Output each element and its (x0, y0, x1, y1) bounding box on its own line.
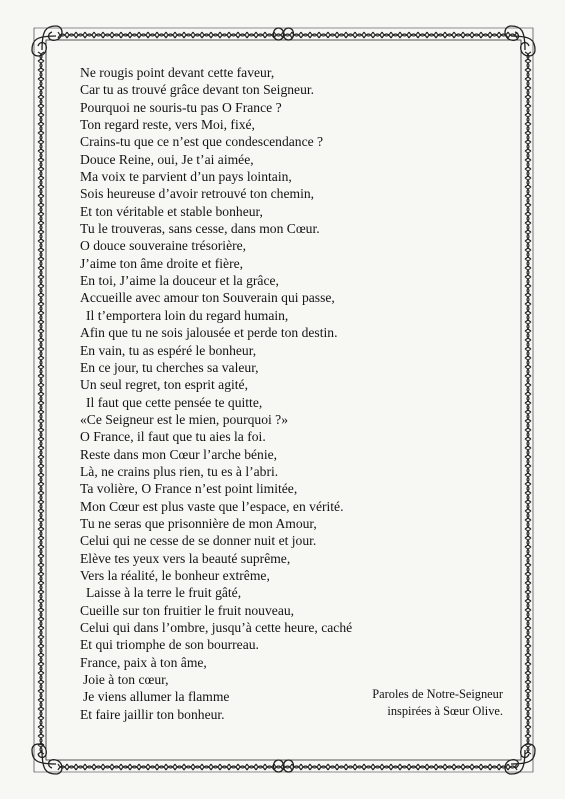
poem-line: Joie à ton cœur, (83, 672, 169, 688)
poem-line: Reste dans mon Cœur l’arche bénie, (80, 446, 278, 462)
poem-line: Mon Cœur est plus vaste que l’espace, en vérité. (80, 498, 344, 514)
poem-line: Laisse à la terre le fruit gâté, (86, 585, 242, 601)
poem-line: Sois heureuse d’avoir retrouvé ton chemin, (80, 186, 315, 202)
signature-block (372, 686, 503, 720)
poem-line: Tu le trouveras, sans cesse, dans mon Cœur. (80, 221, 320, 237)
poem-line: Tu ne seras que prisonnière de mon Amour, (80, 515, 317, 531)
poem-line: Afin que tu ne sois jalousée et perde ton destin. (80, 325, 338, 341)
poem-line: Accueille avec amour ton Souverain qui passe, (80, 290, 335, 306)
poem-line: Pourquoi ne souris-tu pas O France ? (80, 99, 282, 115)
poem-line: Là, ne crains plus rien, tu es à l’abri. (80, 463, 279, 479)
poem-line: Et ton véritable et stable bonheur, (80, 203, 263, 219)
poem-line: «Ce Seigneur est le mien, pourquoi ?» (80, 411, 289, 427)
poem-line: France, paix à ton âme, (80, 654, 207, 670)
poem-line: Celui qui dans l’ombre, jusqu’à cette heure, caché (80, 620, 353, 635)
poem-line: O douce souveraine trésorière, (80, 238, 247, 254)
poem-line: Il t’emportera loin du regard humain, (86, 307, 289, 323)
poem-line: Il faut que cette pensée te quitte, (86, 394, 263, 410)
poem-line: Cueille sur ton fruitier le fruit nouveau, (80, 602, 295, 618)
poem-line: O France, il faut que tu aies la foi. (80, 429, 266, 445)
poem-line: Ne rougis point devant cette faveur, (80, 65, 275, 80)
poem-line: Je viens allumer la flamme (83, 689, 230, 705)
signature-line: Paroles de Notre-Seigneur (372, 687, 503, 701)
poem-line: Elève tes yeux vers la beauté suprême, (80, 550, 291, 566)
signature-line: inspirées à Sœur Olive. (387, 704, 503, 718)
poem-line: Un seul regret, ton esprit agité, (80, 377, 248, 393)
poem-line: Ma voix te parvient d’un pays lointain, (80, 169, 292, 185)
poem-line: En vain, tu as espéré le bonheur, (80, 342, 257, 358)
poem-line: Douce Reine, oui, Je t’ai aimée, (80, 151, 254, 167)
poem-line: J’aime ton âme droite et fière, (80, 255, 244, 271)
poem-line: Et qui triomphe de son bourreau. (80, 637, 259, 653)
poem-line: Ton regard reste, vers Moi, fixé, (80, 117, 255, 133)
poem-line: En ce jour, tu cherches sa valeur, (80, 359, 259, 375)
poem-line: Et faire jaillir ton bonheur. (80, 706, 225, 722)
poem-line: En toi, J’aime la douceur et la grâce, (80, 273, 279, 289)
poem-line: Ta volière, O France n’est point limitée, (80, 481, 298, 497)
poem-text (80, 64, 480, 723)
poem-line: Vers la réalité, le bonheur extrême, (80, 567, 270, 583)
poem-line: Car tu as trouvé grâce devant ton Seigneur. (80, 82, 315, 98)
poem-line: Crains-tu que ce n’est que condescendance ? (80, 134, 324, 150)
poem-line: Celui qui ne cesse de se donner nuit et jour. (80, 533, 317, 549)
